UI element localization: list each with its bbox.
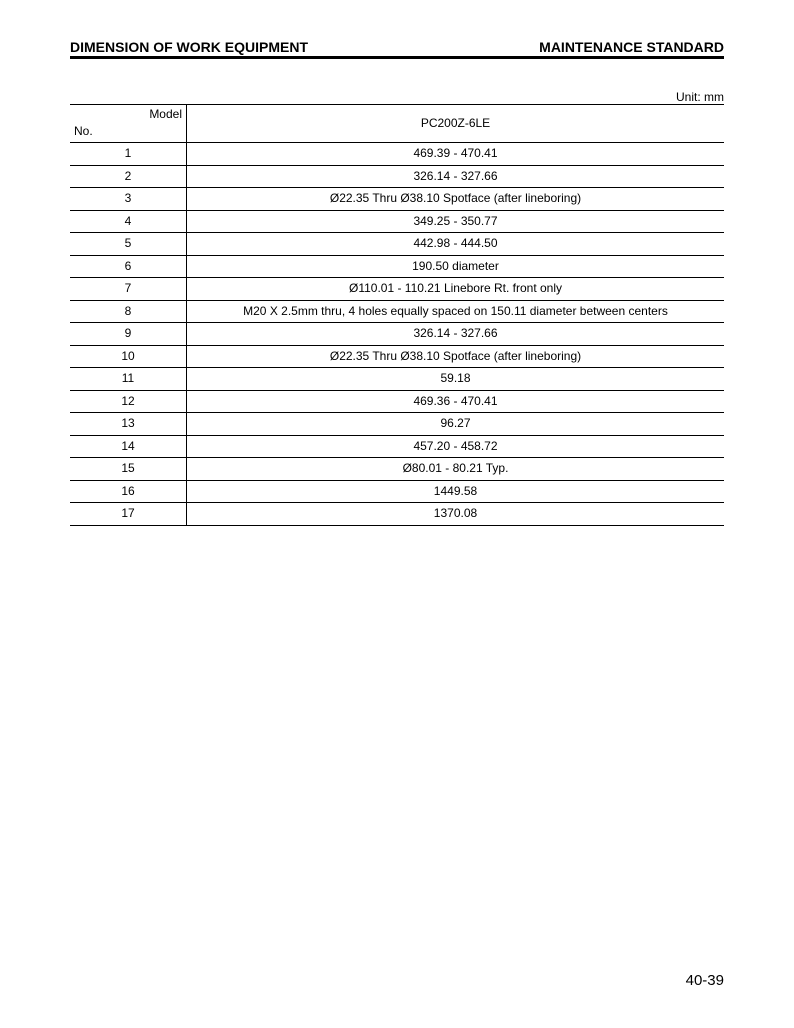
- table-row: [70, 413, 724, 436]
- table-row: [70, 233, 724, 256]
- row-value-cell: 1370.08: [187, 503, 725, 526]
- header-model-no-cell: [70, 105, 187, 143]
- table-row: [70, 143, 724, 166]
- header-no-label: No.: [74, 124, 93, 138]
- row-value-cell: Ø110.01 - 110.21 Linebore Rt. front only: [187, 278, 725, 301]
- row-value-cell: 190.50 diameter: [187, 255, 725, 278]
- header-model-label: Model: [149, 107, 182, 121]
- table-header-row: [70, 105, 724, 143]
- row-number-cell: 4: [70, 210, 187, 233]
- unit-label: Unit: mm: [676, 90, 724, 104]
- row-value-cell: 349.25 - 350.77: [187, 210, 725, 233]
- section-title: DIMENSION OF WORK EQUIPMENT: [70, 39, 308, 55]
- row-value-cell: 457.20 - 458.72: [187, 435, 725, 458]
- table-row: [70, 210, 724, 233]
- row-value-cell: 1449.58: [187, 480, 725, 503]
- row-number-cell: 12: [70, 390, 187, 413]
- row-number-cell: 11: [70, 368, 187, 391]
- manual-section-label: MAINTENANCE STANDARD: [539, 39, 724, 55]
- row-value-cell: 326.14 - 327.66: [187, 323, 725, 346]
- row-number-cell: 15: [70, 458, 187, 481]
- table-row: [70, 278, 724, 301]
- table-row: [70, 458, 724, 481]
- row-number-cell: 3: [70, 188, 187, 211]
- table-row: [70, 368, 724, 391]
- row-value-cell: Ø80.01 - 80.21 Typ.: [187, 458, 725, 481]
- page-number: 40-39: [685, 972, 724, 989]
- row-value-cell: Ø22.35 Thru Ø38.10 Spotface (after lineboring): [187, 188, 725, 211]
- row-number-cell: 2: [70, 165, 187, 188]
- table-row: [70, 435, 724, 458]
- header-model-name: PC200Z-6LE: [187, 105, 725, 143]
- table-row: [70, 255, 724, 278]
- table-row: [70, 345, 724, 368]
- row-number-cell: 5: [70, 233, 187, 256]
- table-row: [70, 165, 724, 188]
- table-body: [70, 143, 724, 526]
- row-number-cell: 17: [70, 503, 187, 526]
- row-value-cell: 469.39 - 470.41: [187, 143, 725, 166]
- row-value-cell: 326.14 - 327.66: [187, 165, 725, 188]
- table-row: [70, 323, 724, 346]
- row-value-cell: M20 X 2.5mm thru, 4 holes equally spaced on 150.11 diameter between centers: [187, 300, 725, 323]
- table-row: [70, 188, 724, 211]
- page-header: [70, 38, 724, 59]
- table-row: [70, 503, 724, 526]
- row-value-cell: 442.98 - 444.50: [187, 233, 725, 256]
- row-number-cell: 1: [70, 143, 187, 166]
- table-row: [70, 390, 724, 413]
- row-value-cell: 59.18: [187, 368, 725, 391]
- row-number-cell: 9: [70, 323, 187, 346]
- row-number-cell: 13: [70, 413, 187, 436]
- dimension-table: [70, 104, 724, 526]
- row-number-cell: 7: [70, 278, 187, 301]
- row-number-cell: 16: [70, 480, 187, 503]
- row-number-cell: 14: [70, 435, 187, 458]
- row-value-cell: 469.36 - 470.41: [187, 390, 725, 413]
- row-value-cell: 96.27: [187, 413, 725, 436]
- row-number-cell: 10: [70, 345, 187, 368]
- table-row: [70, 480, 724, 503]
- table-row: [70, 300, 724, 323]
- row-number-cell: 6: [70, 255, 187, 278]
- row-number-cell: 8: [70, 300, 187, 323]
- row-value-cell: Ø22.35 Thru Ø38.10 Spotface (after lineboring): [187, 345, 725, 368]
